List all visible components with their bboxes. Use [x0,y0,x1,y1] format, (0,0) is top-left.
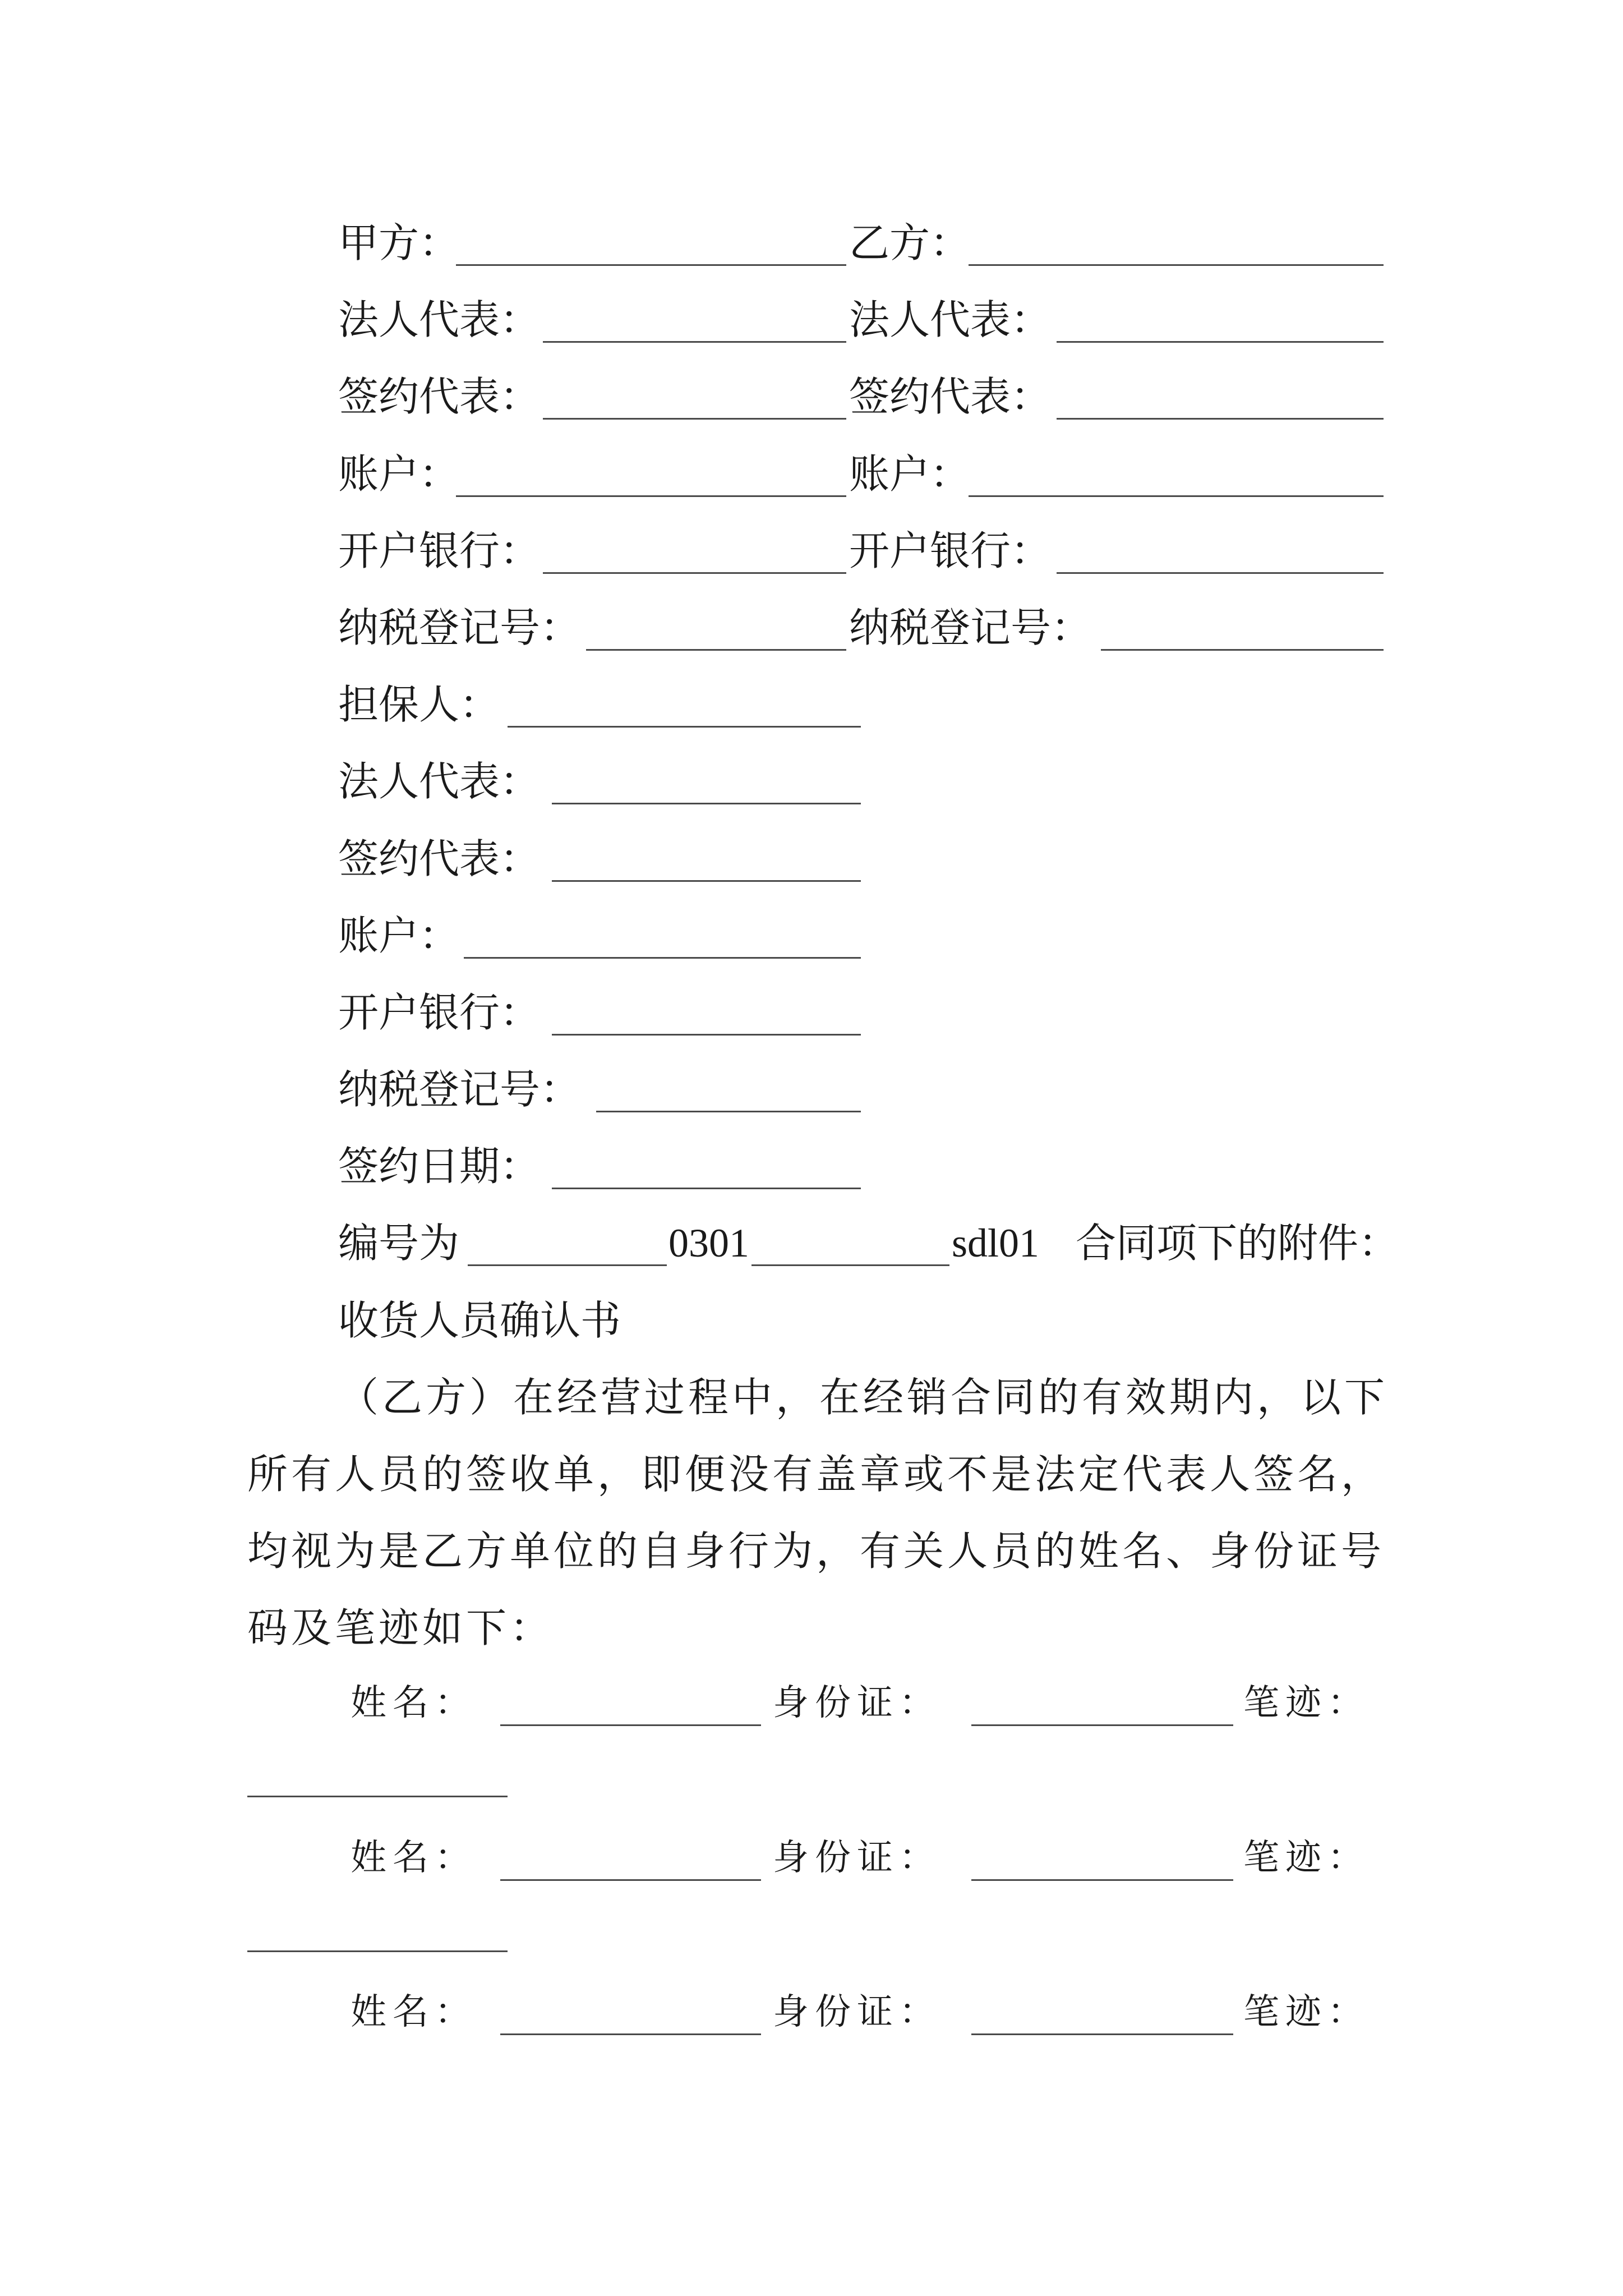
annex-number-row [0,1215,1623,1271]
signing-date-row [0,1138,1623,1194]
party-b-legal-rep-label: 法人代表： [849,296,1052,343]
bank-row [0,523,1623,579]
name-label: 姓名： [351,1682,477,1724]
party-b-tax-number-label: 纳税登记号： [849,604,1092,651]
party-b-bank-label: 开户银行： [849,527,1052,574]
signature-row [0,1830,1623,1886]
party-a-signing-rep-label: 签约代表： [338,373,541,420]
guarantor-legal-rep-blank [552,803,861,804]
guarantor-label: 担保人： [338,681,500,728]
guarantor-bank-blank [552,1034,861,1036]
annex-suffix: 合同项下的附件： [1076,1220,1399,1267]
id-card-blank [971,1879,1233,1881]
guarantor-tax-number-blank [596,1111,861,1112]
party-b-account-label: 账户： [849,450,971,498]
guarantor-tax-number-label: 纳税登记号： [338,1066,581,1113]
paragraph-line-2: 所有人员的签收单，即便没有盖章或不是法定代表人签名， [247,1451,1385,1498]
signature-row [0,1984,1623,2040]
name-blank [500,2033,761,2035]
guarantor-signing-rep-label: 签约代表： [338,835,541,882]
signing-date-label: 签约日期： [338,1143,541,1190]
id-card-blank [971,2033,1233,2035]
party-a-legal-rep-blank [543,341,846,343]
handwriting-label: 笔迹： [1243,1682,1370,1724]
paragraph-line-1: （乙方）在经营过程中，在经销合同的有效期内，以下 [338,1374,1389,1421]
annex-contract-code: sdl01 [952,1221,1040,1266]
id-card-label: 身份证： [773,1682,941,1724]
guarantor-row [0,677,1623,733]
handwriting-label: 笔迹： [1243,1991,1370,2033]
handwriting-blank [247,1796,508,1797]
party-b-signing-rep-label: 签约代表： [849,373,1052,420]
id-card-label: 身份证： [773,1837,941,1879]
annex-number: 0301 [668,1221,749,1266]
tax-number-row [0,600,1623,656]
guarantor-account-blank [464,957,861,959]
party-a-account-label: 账户： [338,450,460,498]
party-b-legal-rep-blank [1057,341,1384,343]
id-card-label: 身份证： [773,1991,941,2033]
guarantor-bank-row [0,984,1623,1041]
annex-title-row [0,1292,1623,1349]
name-blank [500,1724,761,1726]
party-name-row [0,215,1623,271]
paragraph-line-4: 码及笔迹如下： [247,1604,554,1651]
guarantor-bank-label: 开户银行： [338,989,541,1036]
party-a-blank [456,264,846,266]
party-a-legal-rep-label: 法人代表： [338,296,541,343]
party-b-signing-rep-blank [1057,418,1384,420]
guarantor-account-row [0,908,1623,964]
party-b-account-blank [969,495,1384,497]
annex-prefix: 编号为 [338,1220,460,1267]
signing-date-blank [552,1188,861,1189]
guarantor-tax-number-row [0,1061,1623,1117]
annex-number-blank-after [751,1264,949,1266]
name-label: 姓名： [351,1837,477,1879]
party-b-bank-blank [1057,572,1384,574]
party-b-blank [969,264,1384,266]
party-a-account-blank [456,495,846,497]
signing-rep-row [0,369,1623,425]
handwriting-label: 笔迹： [1243,1837,1370,1879]
party-a-tax-number-label: 纳税登记号： [338,604,581,651]
id-card-blank [971,1724,1233,1726]
guarantor-account-label: 账户： [338,912,460,959]
name-blank [500,1879,761,1881]
paragraph-line [0,1600,1623,1656]
paragraph-line [0,1369,1623,1425]
guarantor-legal-rep-row [0,753,1623,809]
party-a-label: 甲方： [338,219,460,266]
party-b-label: 乙方： [849,219,971,266]
guarantor-signing-rep-blank [552,880,861,882]
party-b-tax-number-blank [1101,649,1384,651]
party-a-tax-number-blank [586,649,846,651]
signature-row [0,1675,1623,1731]
annex-title: 收货人员确认书 [338,1297,621,1344]
name-label: 姓名： [351,1991,477,2033]
guarantor-signing-rep-row [0,831,1623,887]
paragraph-line-3: 均视为是乙方单位的自身行为，有关人员的姓名、身份证号 [247,1527,1385,1575]
annex-number-blank-before [468,1264,667,1266]
guarantor-legal-rep-label: 法人代表： [338,758,541,805]
account-row [0,446,1623,502]
party-a-bank-label: 开户银行： [338,527,541,574]
party-a-signing-rep-blank [543,418,846,420]
paragraph-line [0,1446,1623,1502]
handwriting-blank [247,1950,508,1952]
guarantor-blank [508,726,861,728]
paragraph-line [0,1523,1623,1579]
party-a-bank-blank [543,572,846,574]
legal-rep-row [0,292,1623,348]
